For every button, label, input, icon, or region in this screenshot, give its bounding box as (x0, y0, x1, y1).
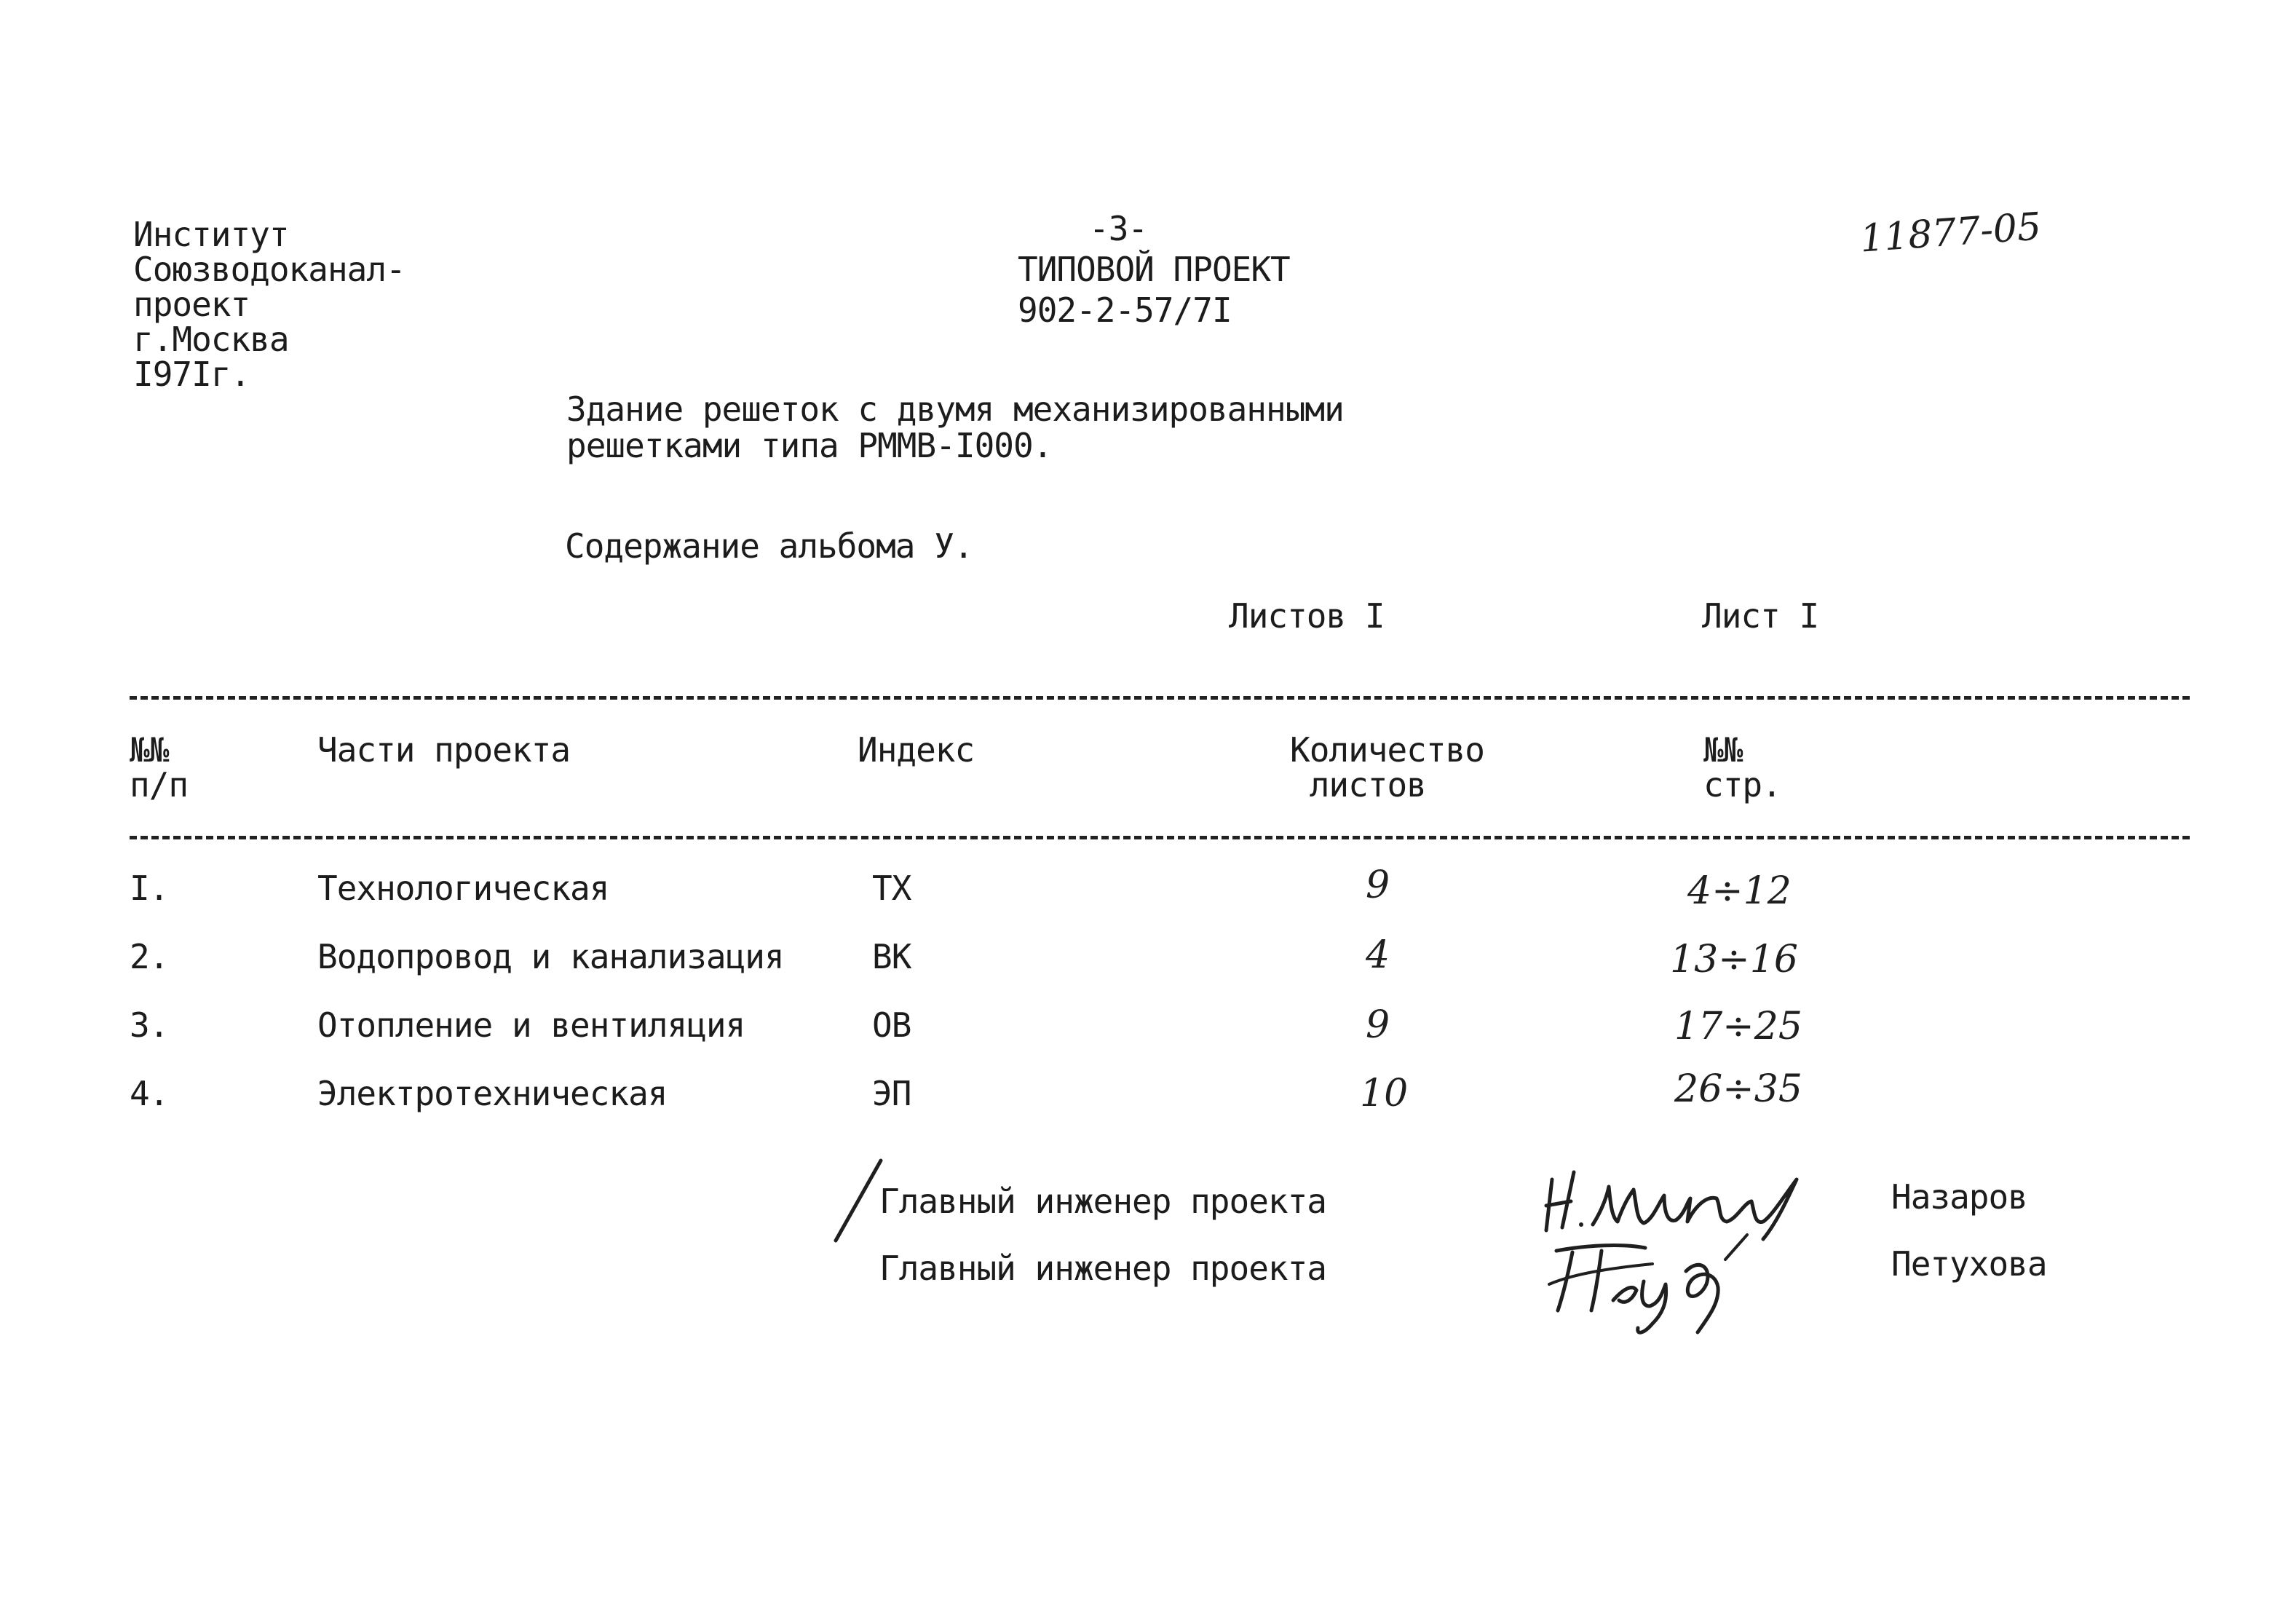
row-part: Водопровод и канализация (317, 937, 784, 976)
document-title-line1: Здание решеток с двумя механизированными (566, 390, 1344, 429)
table-rule-header (130, 836, 2190, 839)
page-number: -3- (1089, 209, 1148, 248)
row-part: Электротехническая (317, 1074, 668, 1113)
row-num: I. (130, 869, 169, 908)
signature-name-2: Петухова (1891, 1244, 2047, 1284)
inventory-number: 11877-05 (1858, 205, 2043, 261)
row-index: ТХ (872, 869, 911, 908)
row-part: Отопление и вентиляция (317, 1005, 745, 1045)
institute-block: Институт Союзводоканал- проект г.Москва I97Iг. (133, 215, 405, 394)
row-pages: 13÷16 (1670, 938, 1798, 981)
header-pages: №№ стр. (1703, 730, 1781, 804)
row-num: 4. (130, 1074, 169, 1113)
row-part: Технологическая (317, 869, 609, 908)
row-pages: 26÷35 (1674, 1067, 1802, 1111)
project-code: 902-2-57/7I (1018, 290, 1232, 330)
table-rule-top (130, 696, 2190, 700)
row-pages: 4÷12 (1687, 869, 1792, 913)
contents-title: Содержание альбома У. (565, 526, 973, 566)
row-count: 4 (1366, 933, 1390, 977)
row-num: 2. (130, 937, 169, 976)
header-part: Части проекта (317, 730, 571, 770)
row-count: 9 (1366, 863, 1390, 907)
header-count: Количество листов (1290, 730, 1484, 804)
sheets-total: Листов I (1229, 596, 1385, 636)
signature-role-2: Главный инженер проекта (879, 1249, 1326, 1288)
row-index: ЭП (872, 1074, 911, 1113)
row-pages: 17÷25 (1674, 1005, 1802, 1048)
row-count: 10 (1360, 1072, 1409, 1115)
signature-name-1: Назаров (1891, 1177, 2027, 1217)
row-index: ОВ (872, 1005, 911, 1045)
signature-petukhova (1543, 1230, 1762, 1340)
signature-role-1: Главный инженер проекта (879, 1182, 1326, 1221)
header-index: Индекс (858, 730, 975, 770)
sheet-current: Лист I (1702, 596, 1819, 636)
row-count: 9 (1366, 1003, 1390, 1047)
project-type: ТИПОВОЙ ПРОЕКТ (1018, 250, 1290, 289)
row-index: ВК (872, 937, 911, 976)
row-num: 3. (130, 1005, 169, 1045)
document-title-line2: решетками типа РММВ-I000. (566, 426, 1053, 465)
header-num: №№ п/п (130, 730, 189, 804)
